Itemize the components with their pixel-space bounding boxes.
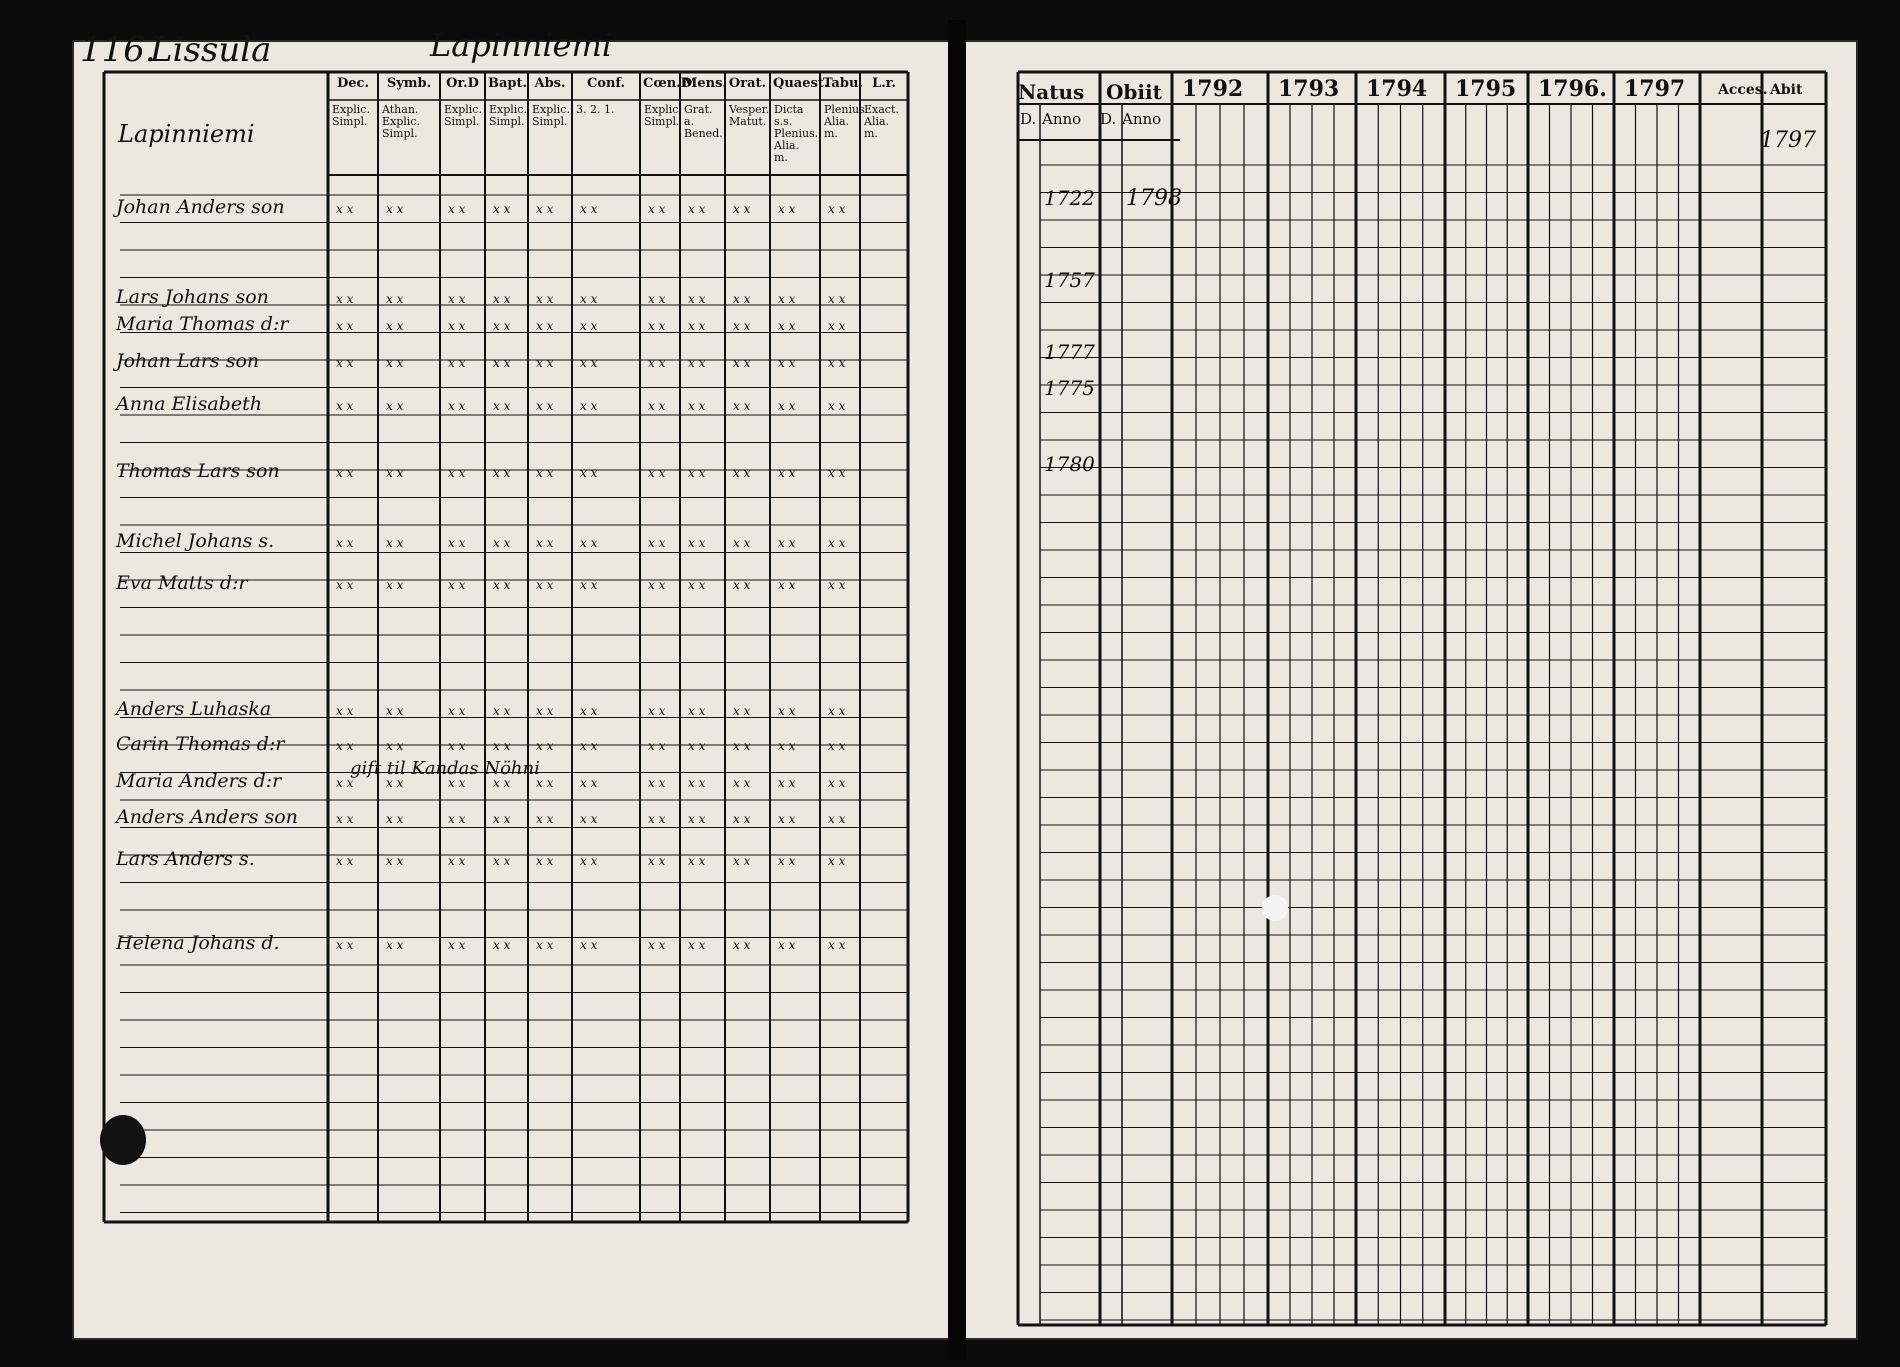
parish-name: Lissula — [150, 30, 272, 70]
attainment-mark: x x — [778, 466, 796, 480]
attainment-mark: x x — [386, 466, 404, 480]
attainment-mark: x x — [493, 854, 511, 868]
column-subheader-8: Vesper. Matut. — [729, 103, 770, 128]
attainment-mark: x x — [580, 938, 598, 952]
column-header-5: Conf. — [586, 76, 626, 91]
person-name: Johan Lars son — [116, 350, 260, 372]
attainment-mark: x x — [778, 812, 796, 826]
attainment-mark: x x — [386, 938, 404, 952]
birth-year: 1780 — [1044, 452, 1095, 476]
attainment-mark: x x — [493, 536, 511, 550]
attainment-mark: x x — [733, 938, 751, 952]
attainment-mark: x x — [493, 319, 511, 333]
attainment-mark: x x — [336, 854, 354, 868]
person-name: Anders Anders son — [116, 806, 298, 828]
attainment-mark: x x — [648, 812, 666, 826]
birth-year: 1777 — [1044, 340, 1095, 364]
attainment-mark: x x — [580, 776, 598, 790]
attainment-mark: x x — [828, 399, 846, 413]
person-name: Johan Anders son — [116, 196, 285, 218]
column-header-0: Dec. — [337, 76, 369, 91]
column-subheader-10: Plenius. Alia. m. — [824, 103, 869, 140]
attainment-mark: x x — [448, 536, 466, 550]
attainment-mark: x x — [733, 466, 751, 480]
attainment-mark: x x — [733, 292, 751, 306]
attainment-mark: x x — [448, 466, 466, 480]
column-header-4: Abs. — [534, 76, 566, 91]
attainment-mark: x x — [493, 938, 511, 952]
attainment-mark: x x — [580, 854, 598, 868]
attainment-mark: x x — [536, 938, 554, 952]
column-subheader-11: Exact. Alia. m. — [864, 103, 899, 140]
attainment-mark: x x — [778, 202, 796, 216]
natus-day-header: D. — [1020, 110, 1037, 128]
attainment-mark: x x — [536, 466, 554, 480]
column-subheader-7: Grat. a. Bened. — [684, 103, 723, 140]
village-name: Lapinniemi — [430, 26, 613, 64]
ink-blot — [100, 1115, 146, 1165]
attainment-mark: x x — [536, 202, 554, 216]
attainment-mark: x x — [733, 704, 751, 718]
column-subheader-5: 3. 2. 1. — [576, 103, 615, 116]
attainment-mark: x x — [828, 704, 846, 718]
person-name: Lars Anders s. — [116, 848, 255, 870]
attainment-mark: x x — [688, 356, 706, 370]
accessit-header: Acces. — [1718, 82, 1768, 98]
attainment-mark: x x — [688, 776, 706, 790]
person-name: Anna Elisabeth — [116, 393, 262, 415]
attainment-mark: x x — [828, 466, 846, 480]
birth-year: 1757 — [1044, 268, 1095, 292]
person-name: Maria Anders d:r — [116, 770, 282, 792]
attainment-mark: x x — [536, 776, 554, 790]
natus-header: Natus — [1018, 80, 1085, 104]
attainment-mark: x x — [536, 399, 554, 413]
attainment-mark: x x — [580, 812, 598, 826]
attainment-mark: x x — [778, 292, 796, 306]
natus-anno-header: Anno — [1042, 110, 1082, 128]
attainment-mark: x x — [580, 202, 598, 216]
person-name: Carin Thomas d:r — [116, 733, 285, 755]
attainment-mark: x x — [688, 292, 706, 306]
attainment-mark: x x — [336, 292, 354, 306]
attainment-mark: x x — [536, 578, 554, 592]
obiit-day-header: D. — [1100, 110, 1117, 128]
attainment-mark: x x — [778, 356, 796, 370]
attainment-mark: x x — [828, 202, 846, 216]
attainment-mark: x x — [386, 776, 404, 790]
attainment-mark: x x — [828, 854, 846, 868]
attainment-mark: x x — [733, 812, 751, 826]
attainment-mark: x x — [580, 536, 598, 550]
attainment-mark: x x — [493, 578, 511, 592]
attainment-mark: x x — [448, 776, 466, 790]
attainment-mark: x x — [448, 202, 466, 216]
column-header-1: Symb. — [386, 76, 432, 91]
attainment-mark: x x — [336, 202, 354, 216]
attainment-mark: x x — [733, 399, 751, 413]
attainment-mark: x x — [648, 854, 666, 868]
column-subheader-1: Athan. Explic. Simpl. — [382, 103, 420, 140]
attainment-mark: x x — [778, 399, 796, 413]
attainment-mark: x x — [688, 938, 706, 952]
attainment-mark: x x — [386, 739, 404, 753]
attainment-mark: x x — [386, 292, 404, 306]
column-header-6: Cœn.D — [643, 76, 692, 91]
attainment-mark: x x — [536, 854, 554, 868]
attainment-mark: x x — [688, 466, 706, 480]
attainment-mark: x x — [688, 704, 706, 718]
attainment-mark: x x — [448, 704, 466, 718]
birth-year: 1775 — [1044, 376, 1095, 400]
attainment-mark: x x — [536, 739, 554, 753]
attainment-mark: x x — [580, 399, 598, 413]
attainment-mark: x x — [733, 536, 751, 550]
column-subheader-0: Explic. Simpl. — [332, 103, 370, 128]
attainment-mark: x x — [733, 202, 751, 216]
attainment-mark: x x — [493, 292, 511, 306]
person-name: Eva Matts d:r — [116, 572, 248, 594]
attainment-mark: x x — [336, 536, 354, 550]
attainment-mark: x x — [493, 202, 511, 216]
attainment-mark: x x — [336, 938, 354, 952]
attainment-mark: x x — [386, 399, 404, 413]
attainment-mark: x x — [828, 812, 846, 826]
year-header: 1793 — [1278, 76, 1340, 102]
attainment-mark: x x — [648, 704, 666, 718]
attainment-mark: x x — [648, 938, 666, 952]
attainment-mark: x x — [828, 938, 846, 952]
attainment-mark: x x — [536, 356, 554, 370]
attainment-mark: x x — [688, 812, 706, 826]
attainment-mark: x x — [580, 578, 598, 592]
attainment-mark: x x — [778, 739, 796, 753]
attainment-mark: x x — [493, 356, 511, 370]
attainment-mark: x x — [493, 704, 511, 718]
column-header-10: Tabu. — [823, 76, 863, 91]
corner-year: 1797 — [1760, 128, 1816, 153]
attainment-mark: x x — [448, 399, 466, 413]
attainment-mark: x x — [733, 356, 751, 370]
attainment-mark: x x — [580, 466, 598, 480]
attainment-mark: x x — [733, 578, 751, 592]
attainment-mark: x x — [828, 536, 846, 550]
column-subheader-4: Explic. Simpl. — [532, 103, 570, 128]
attainment-mark: x x — [386, 536, 404, 550]
attainment-mark: x x — [386, 578, 404, 592]
person-name: Thomas Lars son — [116, 460, 280, 482]
birth-year: 1722 — [1044, 186, 1095, 210]
attainment-mark: x x — [778, 319, 796, 333]
column-header-11: L.r. — [872, 76, 896, 91]
person-name: Maria Thomas d:r — [116, 313, 289, 335]
attainment-mark: x x — [648, 319, 666, 333]
attainment-mark: x x — [648, 578, 666, 592]
attainment-mark: x x — [336, 466, 354, 480]
person-name: Helena Johans d. — [116, 932, 280, 954]
person-name: Anders Luhaska — [116, 698, 272, 720]
attainment-mark: x x — [536, 319, 554, 333]
column-subheader-2: Explic. Simpl. — [444, 103, 482, 128]
attainment-mark: x x — [336, 812, 354, 826]
column-header-7: Mens. — [683, 76, 727, 91]
attainment-mark: x x — [448, 319, 466, 333]
attainment-mark: x x — [778, 536, 796, 550]
attainment-mark: x x — [648, 202, 666, 216]
attainment-mark: x x — [536, 812, 554, 826]
attainment-mark: x x — [448, 578, 466, 592]
attainment-mark: x x — [688, 536, 706, 550]
attainment-mark: x x — [688, 399, 706, 413]
attainment-mark: x x — [688, 854, 706, 868]
attainment-mark: x x — [386, 812, 404, 826]
attainment-mark: x x — [580, 319, 598, 333]
attainment-mark: x x — [536, 704, 554, 718]
obiit-anno-header: Anno — [1122, 110, 1162, 128]
attainment-mark: x x — [648, 292, 666, 306]
attainment-mark: x x — [648, 399, 666, 413]
attainment-mark: x x — [448, 812, 466, 826]
attainment-mark: x x — [580, 739, 598, 753]
attainment-mark: x x — [828, 319, 846, 333]
attainment-mark: x x — [778, 776, 796, 790]
attainment-mark: x x — [688, 319, 706, 333]
attainment-mark: x x — [448, 938, 466, 952]
attainment-mark: x x — [448, 356, 466, 370]
attainment-mark: x x — [493, 739, 511, 753]
attainment-mark: x x — [536, 292, 554, 306]
column-header-2: Or.D — [446, 76, 479, 91]
year-header: 1796. — [1538, 76, 1607, 102]
attainment-mark: x x — [778, 938, 796, 952]
column-subheader-9: Dicta s.s. Plenius. Alia. m. — [774, 103, 819, 164]
attainment-mark: x x — [536, 536, 554, 550]
column-header-8: Orat. — [728, 76, 767, 91]
attainment-mark: x x — [448, 854, 466, 868]
person-name: Michel Johans s. — [116, 530, 275, 552]
attainment-mark: x x — [580, 292, 598, 306]
page-number: 116. — [80, 30, 156, 70]
attainment-mark: x x — [648, 466, 666, 480]
attainment-mark: x x — [336, 356, 354, 370]
attainment-mark: x x — [828, 292, 846, 306]
attainment-mark: x x — [778, 578, 796, 592]
year-header: 1792 — [1182, 76, 1244, 102]
year-header: 1795 — [1455, 76, 1517, 102]
column-header-3: Bapt. — [488, 76, 528, 91]
attainment-mark: x x — [648, 776, 666, 790]
column-subheader-3: Explic. Simpl. — [489, 103, 527, 128]
household-label: Lapinniemi — [118, 120, 255, 148]
ink-dot — [1262, 895, 1288, 921]
attainment-mark: x x — [648, 739, 666, 753]
attainment-mark: x x — [493, 399, 511, 413]
year-header: 1794 — [1366, 76, 1428, 102]
attainment-mark: x x — [828, 356, 846, 370]
attainment-mark: x x — [493, 466, 511, 480]
attainment-mark: x x — [778, 854, 796, 868]
attainment-mark: x x — [580, 704, 598, 718]
attainment-mark: x x — [493, 812, 511, 826]
marriage-note: gift til Kandas Nöhni — [350, 758, 540, 779]
column-subheader-6: Explic. Simpl. — [644, 103, 682, 128]
attainment-mark: x x — [336, 739, 354, 753]
attainment-mark: x x — [688, 739, 706, 753]
attainment-mark: x x — [386, 319, 404, 333]
death-year: 1798 — [1126, 186, 1182, 211]
attainment-mark: x x — [688, 578, 706, 592]
attainment-mark: x x — [336, 704, 354, 718]
attainment-mark: x x — [448, 292, 466, 306]
attainment-mark: x x — [336, 319, 354, 333]
attainment-mark: x x — [386, 356, 404, 370]
attainment-mark: x x — [778, 704, 796, 718]
attainment-mark: x x — [828, 578, 846, 592]
attainment-mark: x x — [688, 202, 706, 216]
attainment-mark: x x — [648, 356, 666, 370]
person-name: Lars Johans son — [116, 286, 269, 308]
attainment-mark: x x — [733, 776, 751, 790]
attainment-mark: x x — [386, 704, 404, 718]
attainment-mark: x x — [828, 739, 846, 753]
attainment-mark: x x — [336, 399, 354, 413]
attainment-mark: x x — [733, 739, 751, 753]
attainment-mark: x x — [648, 536, 666, 550]
attainment-mark: x x — [386, 202, 404, 216]
attainment-mark: x x — [580, 356, 598, 370]
attainment-mark: x x — [386, 854, 404, 868]
attainment-mark: x x — [733, 319, 751, 333]
attainment-mark: x x — [336, 776, 354, 790]
attainment-mark: x x — [448, 739, 466, 753]
year-header: 1797 — [1624, 76, 1686, 102]
column-header-9: Quaest. — [773, 76, 829, 91]
attainment-mark: x x — [493, 776, 511, 790]
attainment-mark: x x — [733, 854, 751, 868]
attainment-mark: x x — [336, 578, 354, 592]
attainment-mark: x x — [828, 776, 846, 790]
obiit-header: Obiit — [1106, 80, 1162, 104]
abiit-header: Abit — [1770, 82, 1803, 98]
